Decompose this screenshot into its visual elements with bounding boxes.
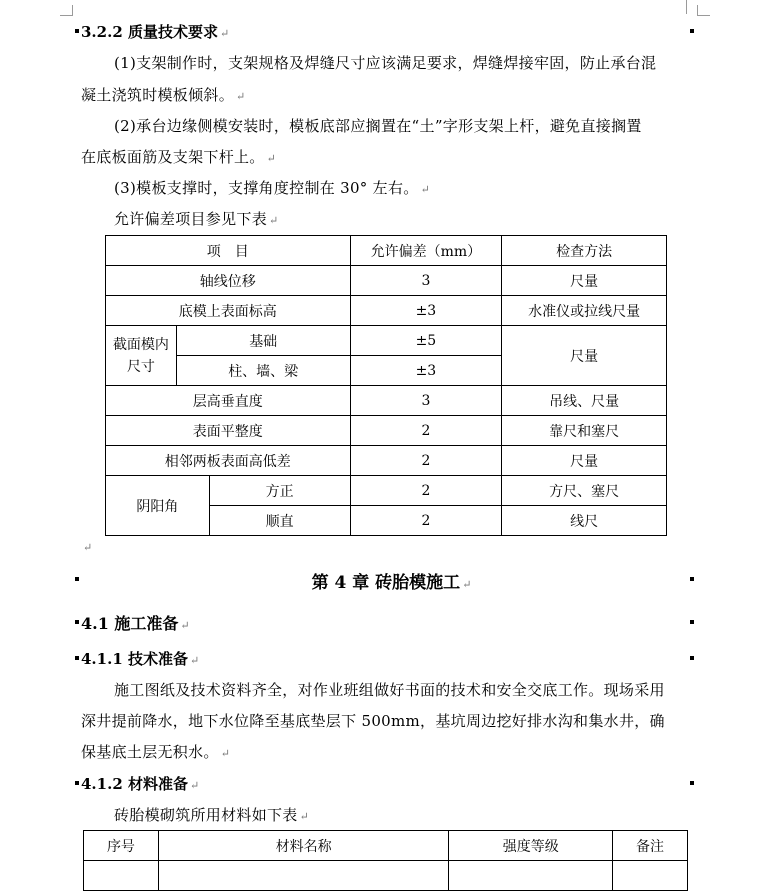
cell-tolerance: ±3 <box>350 296 502 326</box>
cell-tolerance: ±5 <box>350 326 502 356</box>
cell-tolerance: ±3 <box>350 356 502 386</box>
table-header-row <box>84 831 688 861</box>
heading-text: 3.2.2 质量技术要求 <box>81 23 218 41</box>
table-row <box>106 296 667 326</box>
paragraph-2-line-1: (2)承台边缘侧模安装时，模板底部应搁置在“土”字形支架上杆，避免直接搁置 <box>114 117 642 135</box>
cell-item: 相邻两板表面高低差 <box>106 446 351 476</box>
cell-method: 方尺、塞尺 <box>502 476 667 506</box>
page-margin-line <box>686 0 687 14</box>
header-tolerance: 允许偏差（mm） <box>350 236 502 266</box>
paragraph-mark: ↵ <box>180 619 190 632</box>
paragraph-mark: ↵ <box>83 541 93 554</box>
list-bullet <box>690 29 694 33</box>
paragraph-2-line-2 <box>81 146 276 167</box>
table-row <box>106 326 667 356</box>
cell-item: 顺直 <box>209 506 350 536</box>
table-row <box>106 446 667 476</box>
table-row <box>106 476 667 506</box>
cell-item: 方正 <box>209 476 350 506</box>
heading-4-1 <box>81 611 190 634</box>
heading-3-2-2 <box>81 21 229 42</box>
cell-material-name <box>158 861 448 891</box>
cell-item: 底模上表面标高 <box>106 296 351 326</box>
cell-method: 尺量 <box>502 266 667 296</box>
cell-remarks <box>613 861 688 891</box>
text: 砖胎模砌筑所用材料如下表 <box>114 806 298 824</box>
paragraph-1-line-2 <box>81 84 246 105</box>
header-method: 检查方法 <box>502 236 667 266</box>
tolerance-table <box>105 235 667 536</box>
list-bullet <box>690 656 694 660</box>
cell-method: 尺量 <box>502 326 667 386</box>
cell-tolerance: 3 <box>350 386 502 416</box>
heading-4-1-2 <box>81 773 199 794</box>
paragraph-5-line-3 <box>81 741 230 762</box>
paragraph-mark: ↵ <box>189 779 200 792</box>
paragraph-mark: ↵ <box>420 183 431 196</box>
cell-tolerance: 2 <box>350 416 502 446</box>
list-bullet <box>75 656 79 660</box>
paragraph-6 <box>114 804 309 825</box>
header-index: 序号 <box>84 831 159 861</box>
table-row <box>106 416 667 446</box>
paragraph-mark: ↵ <box>236 90 246 103</box>
text: 凝土浇筑时模板倾斜。 <box>81 86 235 104</box>
table-row <box>84 861 688 891</box>
cell-method: 吊线、尺量 <box>502 386 667 416</box>
cell-method: 靠尺和塞尺 <box>502 416 667 446</box>
paragraph-mark: ↵ <box>299 810 310 823</box>
table-row <box>106 266 667 296</box>
cell-item: 层高垂直度 <box>106 386 351 416</box>
paragraph-5-line-2: 深井提前降水，地下水位降至基底垫层下 500mm，基坑周边挖好排水沟和集水井，确 <box>81 712 665 730</box>
paragraph-4 <box>114 208 279 229</box>
list-bullet <box>690 620 694 624</box>
header-item: 项 目 <box>106 236 351 266</box>
cell-method: 水准仪或拉线尺量 <box>502 296 667 326</box>
header-strength-grade: 强度等级 <box>449 831 613 861</box>
materials-table <box>83 830 688 891</box>
list-bullet <box>75 781 79 785</box>
paragraph-mark: ↵ <box>219 27 230 40</box>
header-material-name: 材料名称 <box>158 831 448 861</box>
cell-group: 阴阳角 <box>106 476 210 536</box>
cell-item: 表面平整度 <box>106 416 351 446</box>
heading-text: 4.1.1 技术准备 <box>81 650 188 668</box>
table-header-row <box>106 236 667 266</box>
paragraph-1-line-1: (1)支架制作时，支架规格及焊缝尺寸应该满足要求，焊缝焊接牢固，防止承台混 <box>114 54 657 72</box>
cell-strength-grade <box>449 861 613 891</box>
text: 在底板面筋及支架下杆上。 <box>81 148 265 166</box>
cell-method: 尺量 <box>502 446 667 476</box>
heading-text: 第 4 章 砖胎模施工 <box>311 573 461 593</box>
cell-item: 基础 <box>176 326 350 356</box>
cell-item: 轴线位移 <box>106 266 351 296</box>
paragraph-3 <box>114 177 430 198</box>
cell-tolerance: 2 <box>350 446 502 476</box>
paragraph-mark: ↵ <box>220 747 231 760</box>
list-bullet <box>75 620 79 624</box>
paragraph-mark: ↵ <box>266 152 277 165</box>
cell-group: 截面模内尺寸 <box>106 326 177 386</box>
paragraph-mark: ↵ <box>269 214 279 227</box>
chapter-4-title <box>0 568 783 593</box>
cell-item: 柱、墙、梁 <box>176 356 350 386</box>
list-bullet <box>690 781 694 785</box>
heading-text: 4.1.2 材料准备 <box>81 775 188 793</box>
cell-tolerance: 3 <box>350 266 502 296</box>
heading-4-1-1 <box>81 648 199 669</box>
text: 保基底土层无积水。 <box>81 743 219 761</box>
table-row <box>106 386 667 416</box>
page-corner-mark <box>60 5 73 16</box>
cell-tolerance: 2 <box>350 476 502 506</box>
cell-tolerance: 2 <box>350 506 502 536</box>
paragraph-mark: ↵ <box>462 578 472 591</box>
cell-method: 线尺 <box>502 506 667 536</box>
paragraph-mark: ↵ <box>189 654 200 667</box>
heading-text: 4.1 施工准备 <box>81 614 179 633</box>
page-corner-mark <box>697 5 710 16</box>
list-bullet <box>75 29 79 33</box>
cell-index <box>84 861 159 891</box>
list-bullet <box>690 577 694 581</box>
text: 允许偏差项目参见下表 <box>114 210 268 228</box>
text: (3)模板支撑时，支撑角度控制在 30° 左右。 <box>114 179 419 197</box>
paragraph-5-line-1: 施工图纸及技术资料齐全，对作业班组做好书面的技术和安全交底工作。现场采用 <box>114 681 665 699</box>
header-remarks: 备注 <box>613 831 688 861</box>
